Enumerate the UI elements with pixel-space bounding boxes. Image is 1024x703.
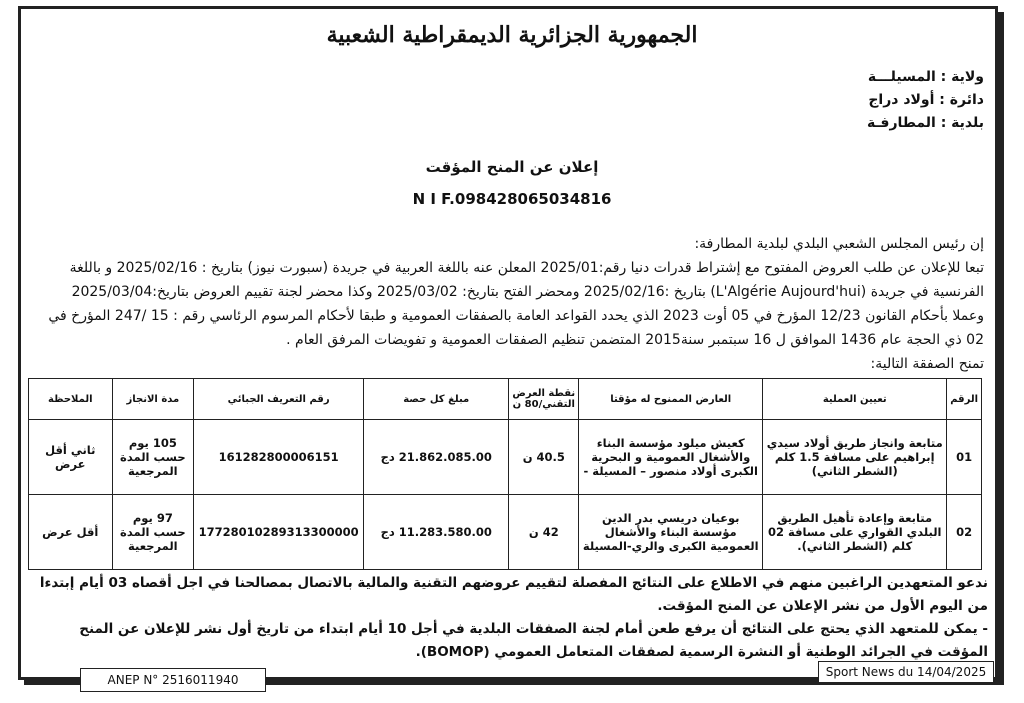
header-bidder: العارض الممنوح له مؤقتا [579,379,763,420]
cell-tax-id: 17728010289313300000 [194,495,364,570]
republic-title: الجمهورية الجزائرية الديمقراطية الشعبية [326,22,698,48]
table-row [29,420,982,495]
frame-shadow-right [998,12,1004,684]
header-remark: الملاحظة [29,379,113,420]
cell-operation: متابعة وانجاز طريق أولاد سيدي إبراهيم على مسافة 1.5 كلم (الشطر الثاني) [763,420,947,495]
paragraph-award: تمنح الصفقة التالية: [870,356,984,372]
cell-technical-score: 42 ن [509,495,579,570]
paragraph-tender: تبعا للإعلان عن طلب العروض المفتوح مع إشتراط قدرات دنيا رقم:2025/01 المعلن عنه باللغة العربية في جريدة (سبورت نيوز) بتاريخ : 2025/02/16 و باللغة الفرنسية في جريدة (L'Algérie Aujourd'hui) بتاريخ :2025/02/16 ومحضر الفتح بتاريخ: 2025/03/02 وكذا محضر لجنة تقييم العروض بتاريخ:2025/03/04 [69,260,984,300]
nif-number: N I F.098428065034816 [412,190,612,208]
header-duration: مدة الانجاز [112,379,194,420]
table-header-row [29,379,982,420]
daira-line: دائرة : أولاد دراج [868,92,984,108]
cell-number: 01 [947,420,982,495]
cell-operation: متابعة وإعادة تأهيل الطريق البلدي القواري على مسافة 02 كلم (الشطر الثاني). [763,495,947,570]
footer-paragraph-results: ندعو المتعهدين الراغبين منهم في الاطلاع على النتائج المفصلة لتقييم عروضهم التقنية والمالية بالاتصال بمصالحنا في اجل أقصاه 03 أيام إبتدءا من اليوم الأول من نشر الإعلان عن المنح المؤقت. [39,575,988,614]
administrative-header [867,66,984,135]
table-row [29,495,982,570]
cell-remark: أقل عرض [29,495,113,570]
commune-line: بلدية : المطارفـة [867,115,984,131]
publication-source: Sport News du 14/04/2025 [818,661,994,683]
paragraph-intro: إن رئيس المجلس الشعبي البلدي لبلدية المطارفة: [694,236,984,252]
cell-duration: 105 يوم حسب المدة المرجعية [112,420,194,495]
header-amount: مبلغ كل حصة [364,379,509,420]
header-technical-score: نقطة العرض التقني/80 ن [509,379,579,420]
cell-bidder: كعيش ميلود مؤسسة البناء والأشغال العمومية و البحرية الكبرى أولاد منصور – المسيلة - [579,420,763,495]
cell-amount: 11.283.580.00 دج [364,495,509,570]
paragraph-law: وعملا بأحكام القانون 12/23 المؤرخ في 05 أوت 2023 الذي يحدد القواعد العامة بالصفقات العمومية و طبقا لأحكام المرسوم الرئاسي رقم : 15 /247 المؤرخ في 02 ذي الحجة عام 1436 الموافق ل 16 سبتمبر سنة2015 المتضمن تنظيم الصفقات العمومية و تفويضات المرفق العام . [48,308,984,348]
notice-title: إعلان عن المنح المؤقت [425,158,599,176]
cell-tax-id: 161282800006151 [194,420,364,495]
cell-technical-score: 40.5 ن [509,420,579,495]
cell-remark: ثاني أقل عرض [29,420,113,495]
notice-footer [36,572,988,664]
header-operation: تعيين العملية [763,379,947,420]
cell-number: 02 [947,495,982,570]
award-table [28,378,982,570]
footer-paragraph-appeal: - يمكن للمتعهد الذي يحتج على النتائج أن يرفع طعن أمام لجنة الصفقات البلدية في أجل 10 أيام ابتداء من تاريخ أول نشر للإعلان عن المنح المؤقت في الجرائد الوطنية أو النشرة الرسمية لصفقات المتعامل العمومي (BOMOP). [79,621,988,660]
anep-number: ANEP N° 2516011940 [80,668,266,692]
cell-duration: 97 يوم حسب المدة المرجعية [112,495,194,570]
cell-bidder: بوعيان دريسي بدر الدين مؤسسة البناء والأشغال العمومية الكبرى والري-المسيلة [579,495,763,570]
notice-body [40,232,984,376]
cell-amount: 21.862.085.00 دج [364,420,509,495]
header-number: الرقم [947,379,982,420]
header-tax-id: رقم التعريف الجبائي [194,379,364,420]
wilaya-line: ولاية : المسيلـــة [867,69,984,85]
